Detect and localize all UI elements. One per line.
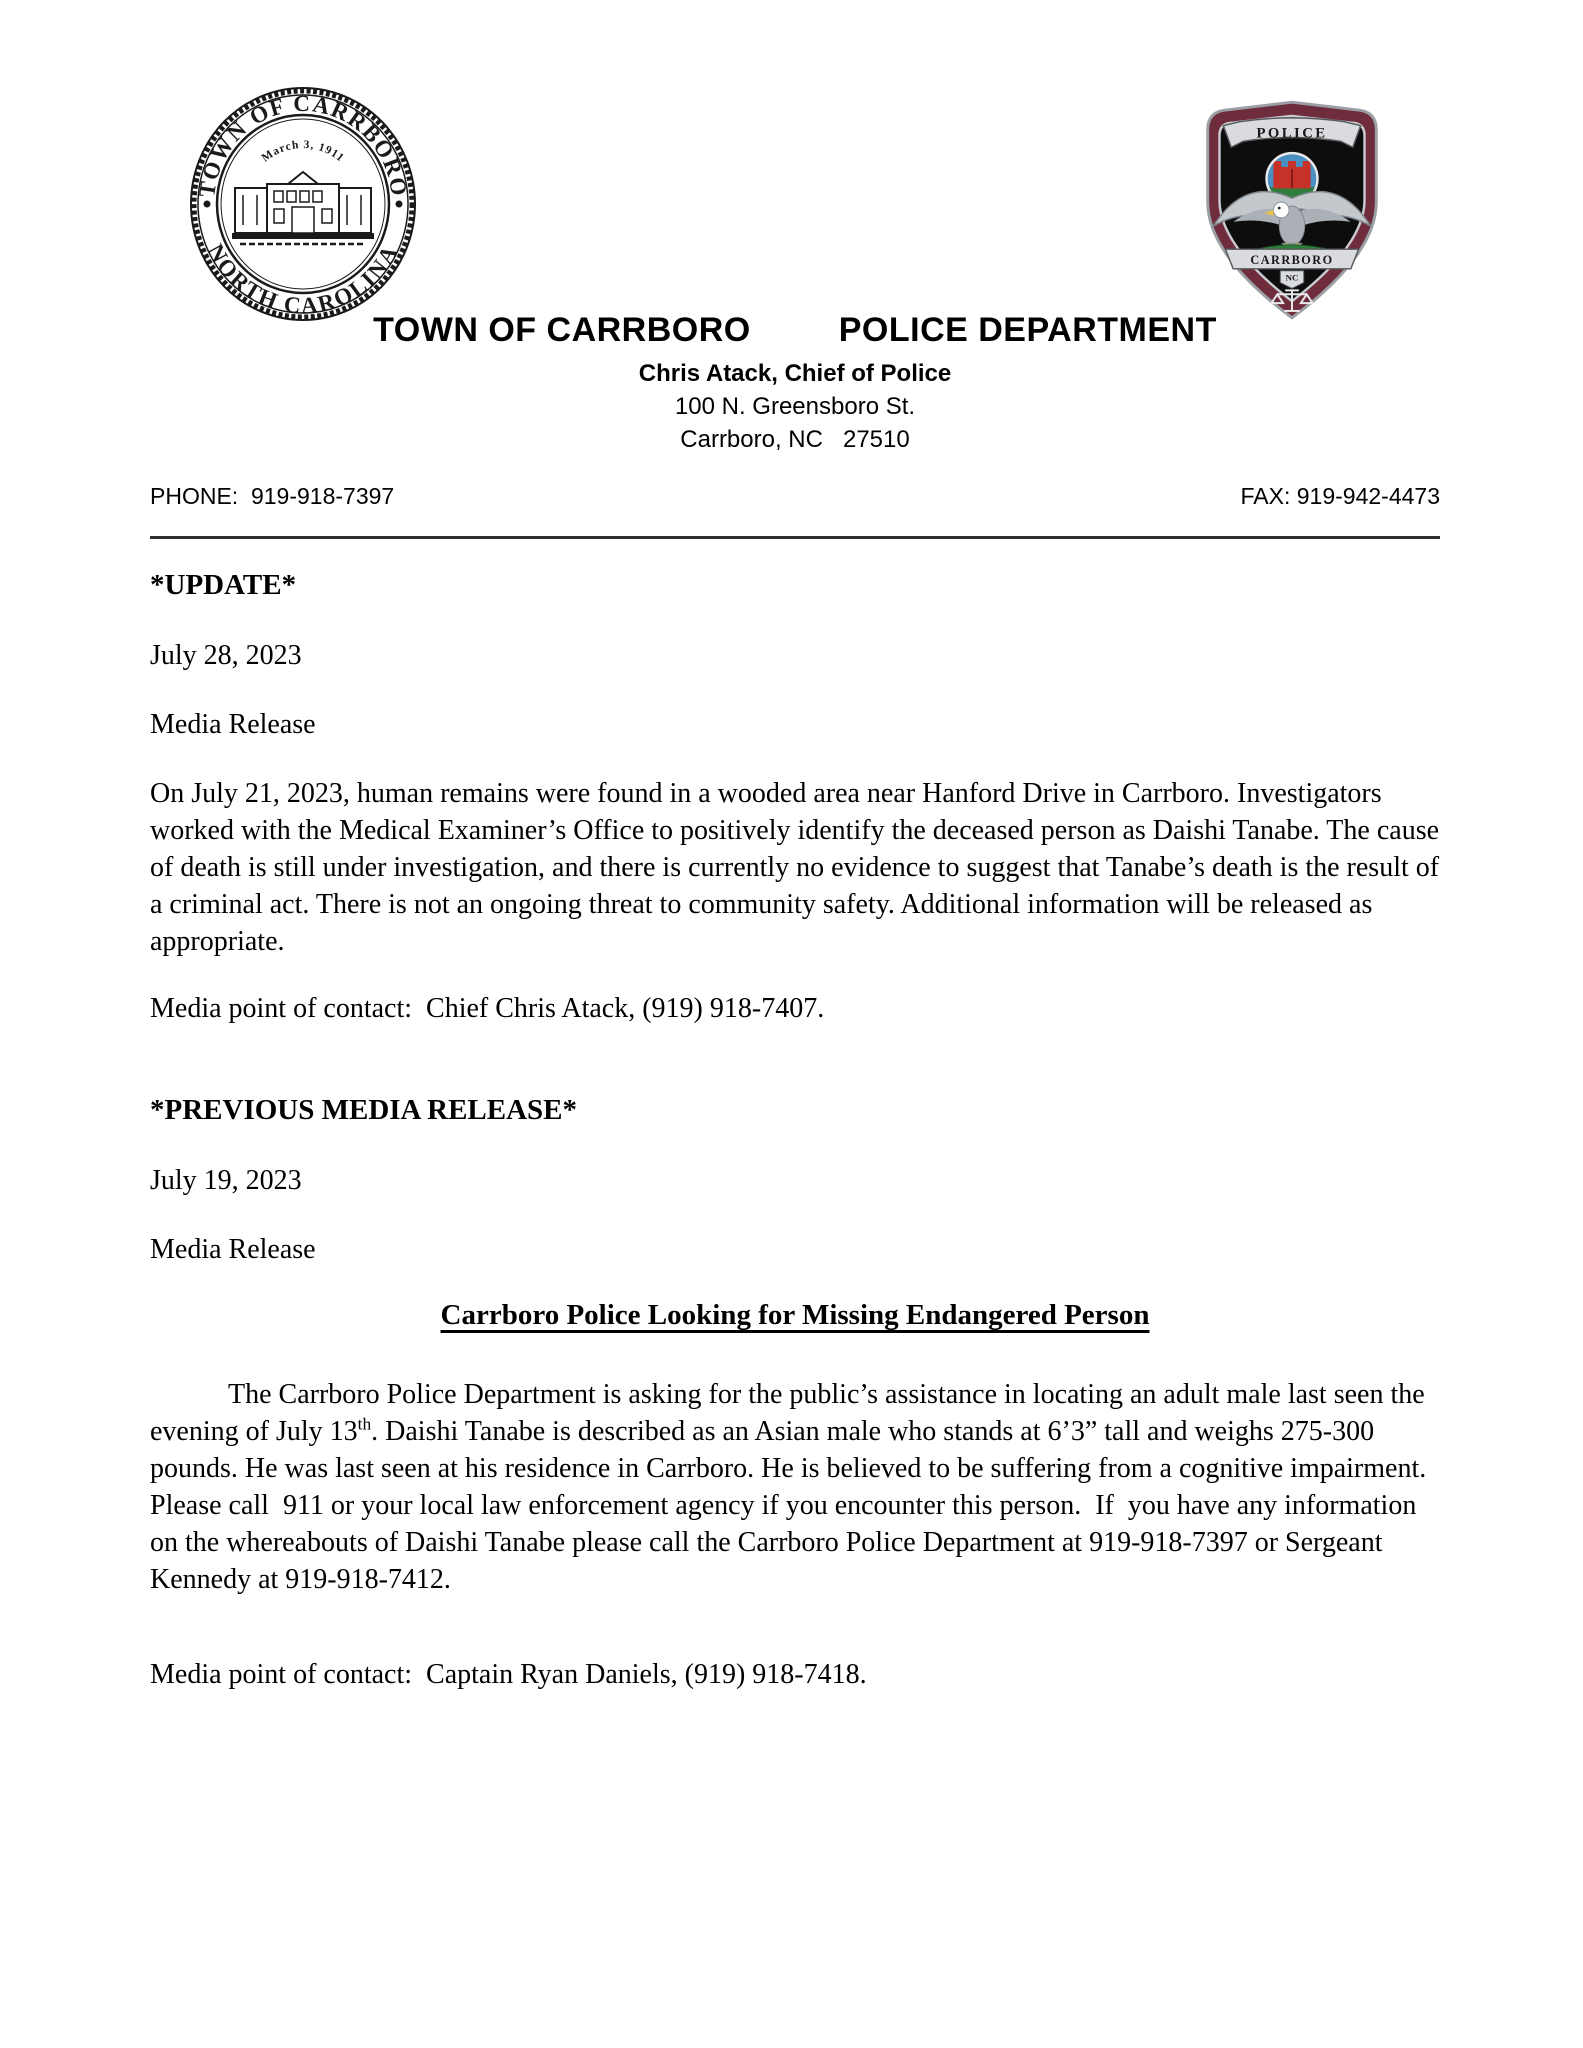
letterhead-title-line (150, 310, 1440, 350)
phone-number: PHONE: 919-918-7397 (150, 483, 395, 509)
previous-release-heading: *PREVIOUS MEDIA RELEASE* (150, 1094, 578, 1126)
seal-arc-top-text: TOWN OF CARRBORO (194, 90, 413, 199)
update-body-paragraph: On July 21, 2023, human remains were found in a wooded area near Hanford Drive in Carrboro. Investigators worked with the Medical Examiner’s Office to positively identify the deceased person as Daishi Tanabe. The cause of death is still under investigation, and there is currently no evidence to suggest that Tanabe’s death is the result of a criminal act. There is not an ongoing threat to community safety. Additional information will be released as appropriate. (150, 778, 1447, 957)
phone-fax-row (150, 481, 1440, 511)
previous-release-section (150, 1091, 1440, 1693)
letterhead (150, 310, 1440, 539)
update-heading: *UPDATE* (150, 569, 297, 601)
dept-name: POLICE DEPARTMENT (838, 311, 1217, 349)
town-seal-icon (188, 84, 418, 324)
seal-date-text: March 3, 1911 (259, 138, 347, 165)
fax-number: FAX: 919-942-4473 (1240, 483, 1440, 509)
missing-person-headline: Carrboro Police Looking for Missing Endangered Person (440, 1299, 1150, 1331)
seal-arc-bottom-text: NORTH CAROLINA (202, 239, 404, 319)
address-line-1: 100 N. Greensboro St. (674, 393, 916, 420)
previous-body-part1: The Carrboro Police Department is asking for the public’s assistance in locating an adult male last seen the evening of July 13 (150, 1379, 1432, 1447)
badge-carrboro-text: CARRBORO (1250, 252, 1334, 267)
update-media-contact: Media point of contact: Chief Chris Atack, (919) 918-7407. (150, 993, 825, 1024)
police-badge-icon (1194, 94, 1390, 326)
update-section (150, 566, 1447, 1027)
badge-nc-text: NC (1285, 272, 1299, 283)
address-line-2: Carrboro, NC 27510 (680, 426, 910, 453)
previous-release-date: July 19, 2023 (150, 1165, 302, 1196)
org-name: TOWN OF CARRBORO (373, 311, 751, 349)
previous-release-label: Media Release (150, 1234, 316, 1265)
badge-carrboro-banner (1225, 249, 1358, 288)
update-date: July 28, 2023 (150, 640, 302, 671)
town-seal-logo (188, 84, 418, 324)
previous-body-paragraph (150, 1376, 1440, 1598)
previous-media-contact: Media point of contact: Captain Ryan Daniels, (919) 918-7418. (150, 1659, 867, 1690)
chief-of-police-line: Chris Atack, Chief of Police (638, 360, 952, 387)
badge-police-text: POLICE (1256, 125, 1328, 142)
letter-body (150, 566, 1447, 1693)
update-release-label: Media Release (150, 709, 316, 740)
police-badge-logo (1194, 94, 1390, 326)
previous-body-part2: . Daishi Tanabe is described as an Asian male who stands at 6’3” tall and weighs 275-300 pounds. He was last seen at his residence in Carrboro. He is believed to be suffering from a cognitive impairment. Please call 911 or your local law enforcement agency if you encounter this person. If you have any information on the whereabouts of Daishi Tanabe please call the Carrboro Police Department at 919-918-7397 or Sergeant Kennedy at 919-918-7412. (150, 1416, 1434, 1595)
ordinal-superscript: th (357, 1414, 372, 1434)
divider-line (150, 536, 1440, 539)
